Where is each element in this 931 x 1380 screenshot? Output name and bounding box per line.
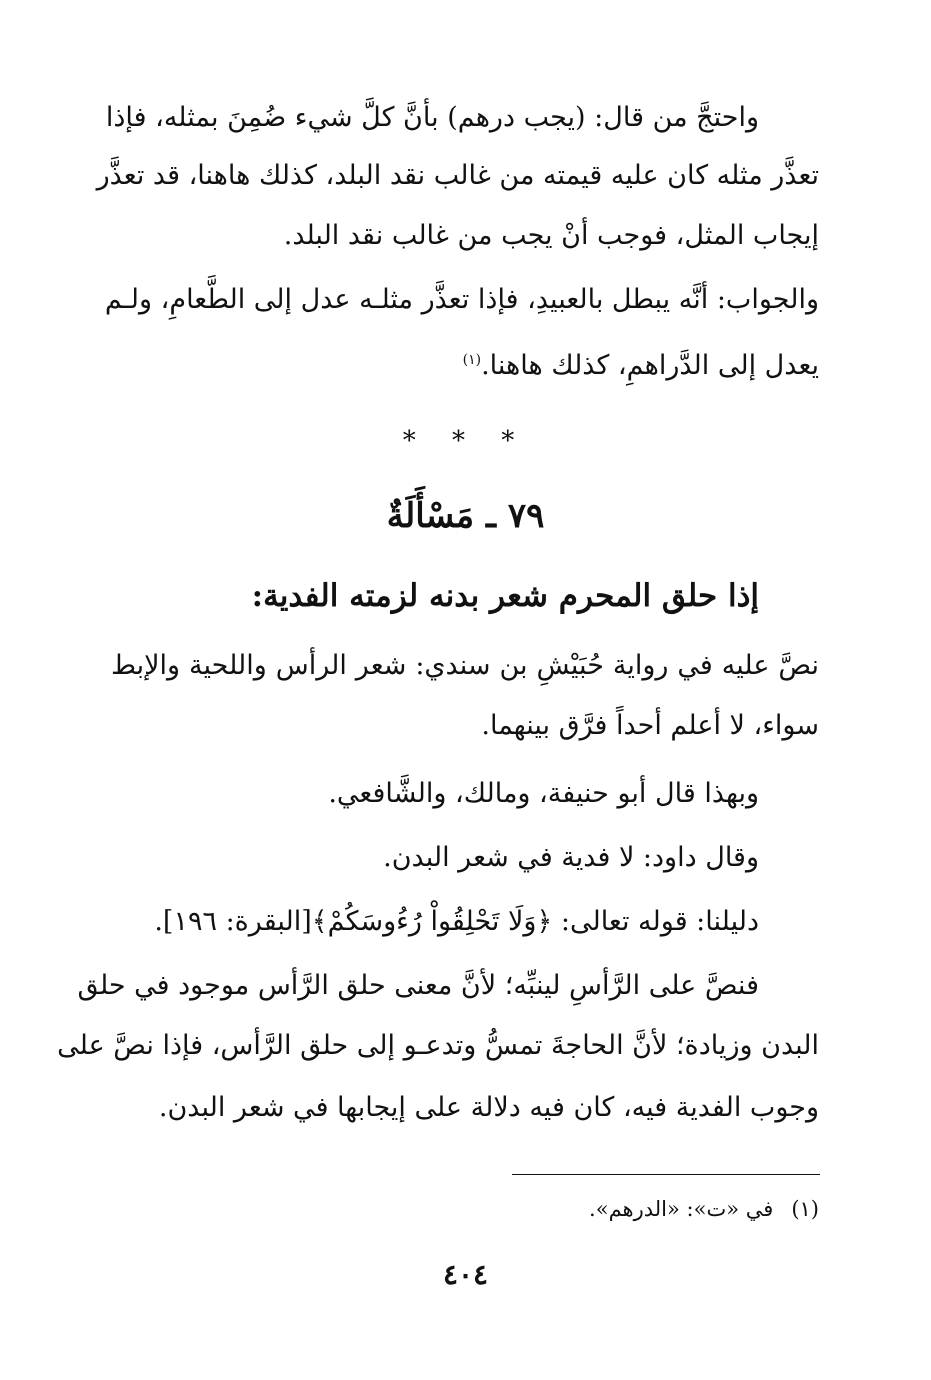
issue-number: ٧٩ ـ — [486, 496, 545, 536]
footnote-divider — [512, 1174, 820, 1175]
quran-verse-line: دليلنا: قوله تعالى: ﴿وَلَا تَحْلِقُواْ رُءُوسَكُمْ﴾[البقرة: ١٩٦]. — [154, 906, 759, 937]
issue-title: مَسْأَلَةٌ — [386, 496, 475, 536]
text-line: سواء، لا أعلم أحداً فرَّق بينهما. — [481, 710, 819, 741]
footnote-marker: (١) — [462, 352, 482, 368]
text-line: يعدل إلى الدَّراهمِ، كذلك هاهنا. — [481, 350, 819, 381]
text-line: وقال داود: لا فدية في شعر البدن. — [383, 842, 759, 873]
text-line-with-footnote — [111, 340, 819, 386]
text-line: واحتجَّ من قال: (يجب درهم) بأنَّ كلَّ شيء ضُمِنَ بمثله، فإذا — [105, 102, 759, 133]
text-line: نصَّ عليه في رواية حُبَيْشِ بن سندي: شعر الرأس واللحية والإبط — [111, 650, 819, 681]
issue-heading — [0, 496, 931, 536]
text-line: تعذَّر مثله كان عليه قيمته من غالب نقد البلد، كذلك هاهنا، قد تعذَّر — [96, 160, 819, 191]
text-line: وجوب الفدية فيه، كان فيه دلالة على إيجابها في شعر البدن. — [158, 1092, 819, 1123]
text-line: إيجاب المثل، فوجب أنْ يجب من غالب نقد البلد. — [283, 220, 819, 251]
footnote-number: (١) — [791, 1197, 819, 1221]
footnote — [589, 1193, 819, 1225]
page-number: ٤٠٤ — [442, 1258, 489, 1291]
text-line: فنصَّ على الرَّأسِ لينبِّه؛ لأنَّ معنى حلق الرَّأس موجود في حلق — [77, 970, 759, 1001]
footnote-text: في «ت»: «الدرهم». — [589, 1197, 774, 1221]
section-separator: * * * — [402, 426, 529, 456]
issue-subheading: إذا حلق المحرم شعر بدنه لزمته الفدية: — [251, 578, 759, 614]
text-line: والجواب: أنَّه يبطل بالعبيدِ، فإذا تعذَّر مثلـه عدل إلى الطَّعامِ، ولـم — [104, 284, 819, 315]
text-line: البدن وزيادة؛ لأنَّ الحاجةَ تمسُّ وتدعـو إلى حلق الرَّأس، فإذا نصَّ على — [57, 1030, 819, 1061]
text-line: وبهذا قال أبو حنيفة، ومالك، والشَّافعي. — [328, 778, 759, 809]
